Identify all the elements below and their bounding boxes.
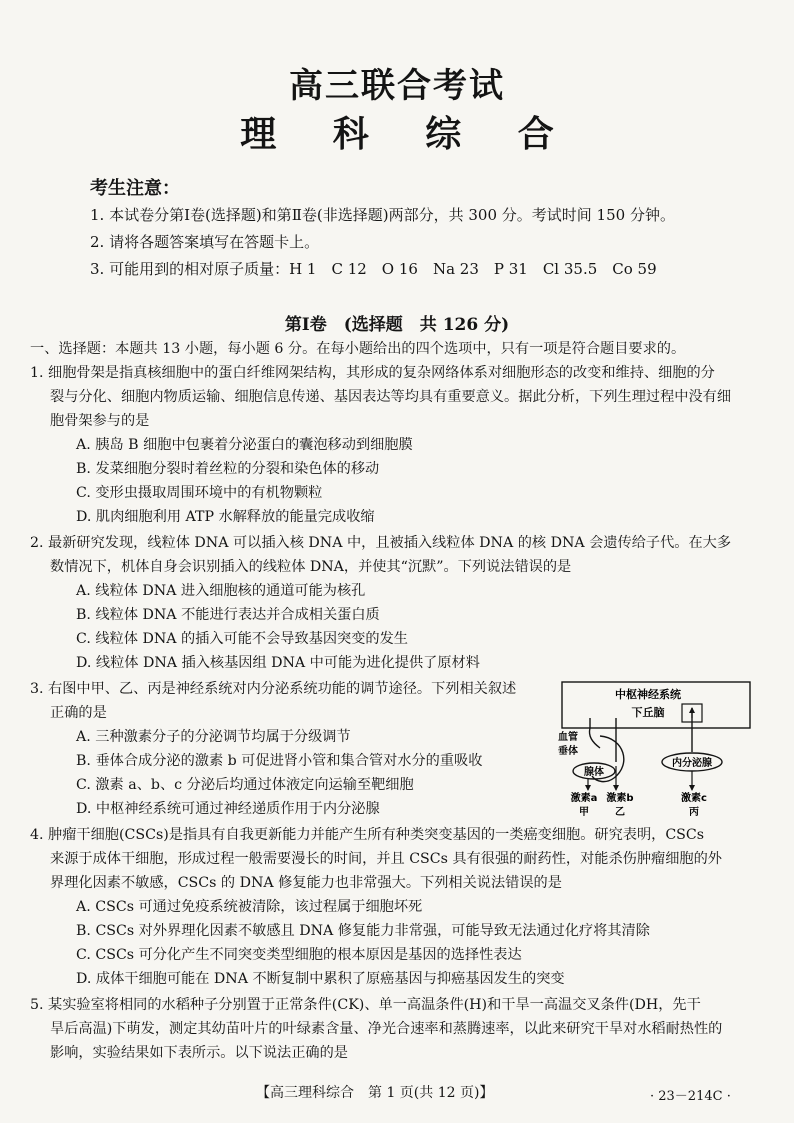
gland-a-label: 腺体 (584, 767, 604, 778)
question-4-stem: 4. 肿瘤干细胞(CSCs)是指具有自我更新能力并能产生所有种类突变基因的一类癌变细胞。研究表明，CSCs (30, 827, 705, 843)
question-4-stem: 来源于成体干细胞，形成过程一般需要漫长的时间，并且 CSCs 具有很强的耐药性，对能杀伤肿瘤细胞的外 (50, 851, 722, 867)
exam-code: · 23－214C · (650, 1089, 731, 1104)
question-3-option-d: D. 中枢神经系统可通过神经递质作用于内分泌腺 (76, 801, 380, 817)
question-3-option-b: B. 垂体合成分泌的激素 b 可促进肾小管和集合管对水分的重吸收 (76, 753, 483, 769)
question-2-option-d: D. 线粒体 DNA 插入核基因组 DNA 中可能为进化提供了原材料 (76, 655, 480, 671)
instruction-line: 一、选择题：本题共 13 小题，每小题 6 分。在每小题给出的四个选项中，只有一项是符合题目要求的。 (30, 341, 686, 357)
question-4-option-b: B. CSCs 对外界理化因素不敏感且 DNA 修复能力非常强，可能导致无法通过化疗将其清除 (76, 923, 650, 939)
vessel-label: 血管 (558, 732, 578, 743)
question-2-option-a: A. 线粒体 DNA 进入细胞核的通道可能为核孔 (76, 583, 366, 599)
question-4-option-d: D. 成体干细胞可能在 DNA 不断复制中累积了原癌基因与抑癌基因发生的突变 (76, 971, 565, 987)
question-1-option-b: B. 发菜细胞分裂时着丝粒的分裂和染色体的移动 (76, 461, 380, 477)
question-2-stem: 2. 最新研究发现，线粒体 DNA 可以插入核 DNA 中，且被插入线粒体 DNA 的核 DNA 会遗传给子代。在大多 (30, 535, 732, 551)
question-1-option-a: A. 胰岛 B 细胞中包裹着分泌蛋白的囊泡移动到细胞膜 (76, 437, 413, 453)
section-title: 第Ⅰ卷 (选择题 共 126 分) (284, 315, 510, 335)
question-3-option-c: C. 激素 a、b、c 分泌后均通过体液定向运输至靶细胞 (76, 777, 414, 793)
pathway-a-label: 甲 (579, 807, 589, 818)
question-5-stem: 5. 某实验室将相同的水稻种子分别置于正常条件(CK)、单一高温条件(H)和干旱一高温交叉条件(DH，先干 (30, 997, 701, 1013)
question-5-stem: 旱后高温)下萌发，测定其幼苗叶片的叶绿素含量、净光合速率和蒸腾速率，以此来研究干旱对水稻耐热性的 (50, 1021, 723, 1037)
hormone-b-label: 激素b (606, 793, 634, 804)
pathway-c-label: 丙 (689, 807, 699, 818)
question-1-option-c: C. 变形虫摄取周围环境中的有机物颗粒 (76, 485, 323, 501)
notice-heading: 考生注意： (90, 178, 180, 199)
question-5-stem: 影响，实验结果如下表所示。以下说法正确的是 (50, 1045, 348, 1061)
question-4-stem: 界理化因素不敏感，CSCs 的 DNA 修复能力也非常强大。下列相关说法错误的是 (50, 875, 562, 891)
pathway-b-label: 乙 (615, 807, 625, 818)
question-1-stem: 1. 细胞骨架是指真核细胞中的蛋白纤维网架结构，其形成的复杂网络体系对细胞形态的改变和维持、细胞的分 (30, 365, 715, 381)
question-3-option-a: A. 三种激素分子的分泌调节均属于分级调节 (76, 729, 351, 745)
notice-item: 1. 本试卷分第Ⅰ卷(选择题)和第Ⅱ卷(非选择题)两部分，共 300 分。考试时间 150 分钟。 (90, 206, 675, 224)
hormone-c-label: 激素c (681, 793, 707, 804)
exam-title: 高三联合考试 (289, 66, 505, 106)
page-footer: 【高三理科综合 第 1 页(共 12 页)】 (256, 1085, 494, 1101)
question-4-option-c: C. CSCs 可分化产生不同突变类型细胞的根本原因是基因的选择性表达 (76, 947, 522, 963)
notice-item: 3. 可能用到的相对原子质量：H 1 C 12 O 16 Na 23 P 31 Cl 35.5 Co 59 (90, 260, 657, 278)
hypothalamus-label: 下丘脑 (631, 706, 665, 719)
question-2-stem: 数情况下，机体自身会识别插入的线粒体 DNA，并使其“沉默”。下列说法错误的是 (50, 559, 572, 575)
hormone-a-label: 激素a (570, 793, 598, 804)
question-3-stem: 3. 右图中甲、乙、丙是神经系统对内分泌系统功能的调节途径。下列相关叙述 (30, 681, 517, 697)
question-1-stem: 裂与分化、细胞内物质运输、细胞信息传递、基因表达等均具有重要意义。据此分析，下列生理过程中没有细 (50, 389, 732, 405)
question-2-option-c: C. 线粒体 DNA 的插入可能不会导致基因突变的发生 (76, 631, 408, 647)
question-1-option-d: D. 肌肉细胞利用 ATP 水解释放的能量完成收缩 (76, 509, 375, 525)
gland-c-label: 内分泌腺 (672, 758, 712, 769)
notice-item: 2. 请将各题答案填写在答题卡上。 (90, 233, 320, 251)
question-3-stem: 正确的是 (50, 705, 107, 721)
exam-subject: 理 科 综 合 (240, 113, 576, 155)
question-2-option-b: B. 线粒体 DNA 不能进行表达并合成相关蛋白质 (76, 607, 380, 623)
question-4-option-a: A. CSCs 可通过免疫系统被清除，该过程属于细胞坏死 (76, 899, 423, 915)
cns-label: 中枢神经系统 (615, 688, 681, 701)
neuron-a (589, 718, 600, 748)
pituitary-label: 垂体 (558, 746, 578, 757)
question-1-stem: 胞骨架参与的是 (50, 413, 150, 429)
neuroendocrine-diagram (548, 678, 760, 820)
